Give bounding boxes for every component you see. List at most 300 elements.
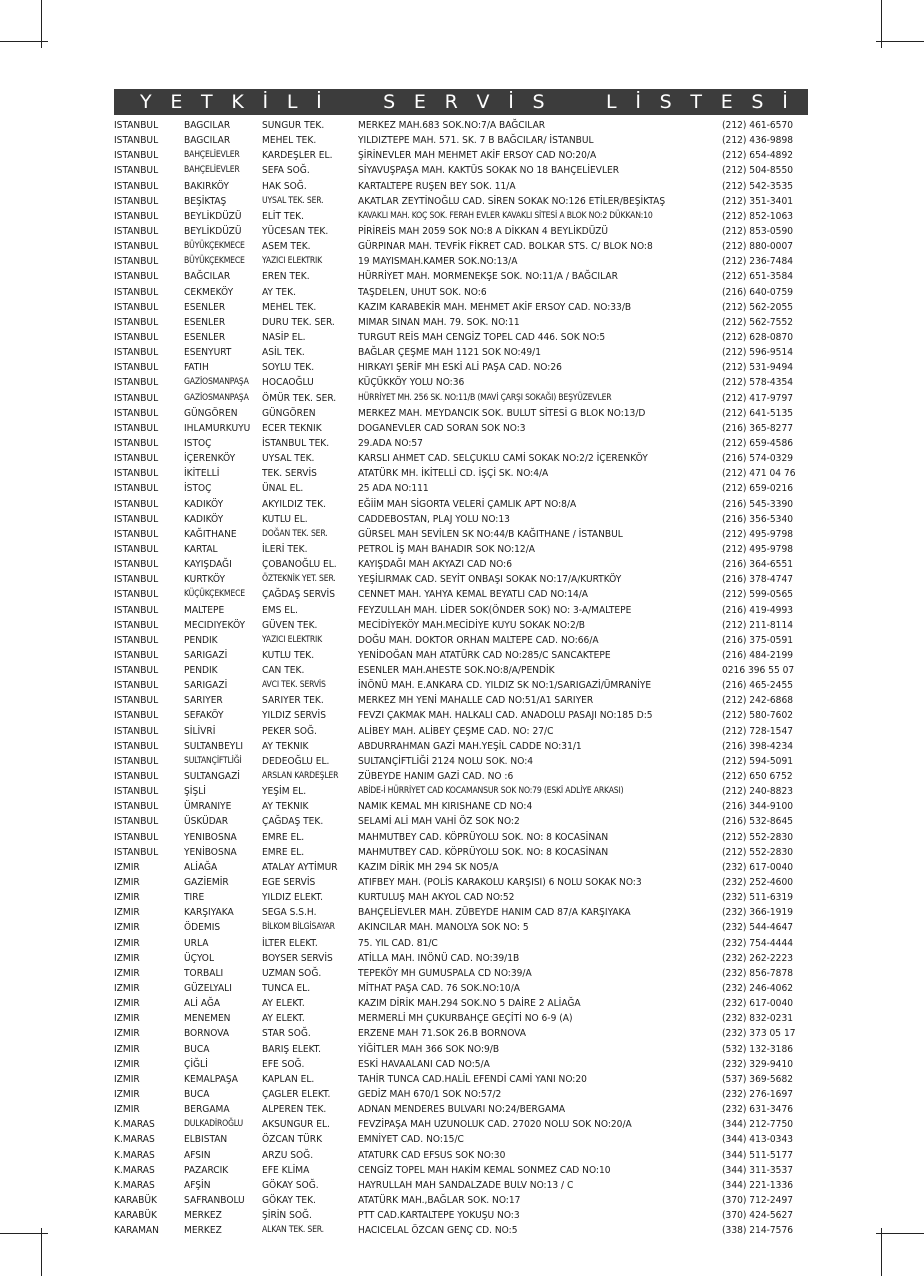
cell-district: MERKEZ (184, 1225, 222, 1237)
table-row (114, 678, 808, 693)
crop-mark (881, 1228, 882, 1276)
cell-address: HAYRULLAH MAH SANDALZADE BULV NO:13 / C (358, 1179, 574, 1191)
cell-city: ISTANBUL (114, 574, 159, 586)
cell-district: ÜÇYOL (184, 952, 215, 964)
cell-service-name: SOYLU TEK. (262, 362, 315, 374)
service-list-sheet (114, 89, 808, 1238)
cell-service-name: ÖMÜR TEK. SER. (262, 392, 337, 404)
cell-district: AFSIN (184, 1149, 211, 1161)
crop-mark (876, 1233, 924, 1234)
title-letter: İ (508, 91, 514, 113)
cell-address: TAHİR TUNCA CAD.HALİL EFENDİ CAMİ YANI NO:20 (358, 1073, 587, 1085)
cell-service-name: AY TEK. (262, 286, 296, 298)
cell-city: ISTANBUL (114, 816, 159, 828)
cell-address: ATIFBEY MAH. (POLİS KARAKOLU KARŞISI) 6 NOLU SOKAK NO:3 (358, 877, 642, 889)
cell-address: MİTHAT PAŞA CAD. 76 SOK.NO:10/A (358, 983, 520, 995)
table-row (114, 693, 808, 708)
table-row (114, 451, 808, 466)
table-row (114, 905, 808, 920)
cell-district: ESENYURT (184, 347, 232, 359)
cell-phone: (216) 574-0329 (722, 453, 794, 465)
cell-district: KARTAL (184, 543, 218, 555)
cell-address: ALİBEY MAH. ALİBEY ÇEŞME CAD. NO: 27/C (358, 725, 554, 737)
cell-district: BAGCILAR (184, 135, 231, 147)
cell-service-name: AY TEKNIK (262, 801, 309, 813)
cell-phone: (212) 242-6868 (722, 695, 794, 707)
cell-address: NAMIK KEMAL MH KIRISHANE CD NO:4 (358, 801, 533, 813)
cell-service-name: HOCAOĞLU (262, 377, 314, 389)
cell-city: K.MARAS (114, 1119, 155, 1131)
title-letter: L (606, 91, 617, 113)
table-row (114, 739, 808, 754)
cell-city: ISTANBUL (114, 634, 159, 646)
cell-address: GÜRPINAR MAH. TEVFİK FİKRET CAD. BOLKAR STS. C/ BLOK NO:8 (358, 241, 653, 253)
cell-service-name: ATALAY AYTİMUR (262, 861, 338, 873)
cell-address: TAŞDELEN, UHUT SOK. NO:6 (358, 286, 487, 298)
cell-phone: (212) 461-6570 (722, 120, 794, 131)
cell-address: ATİLLA MAH. INÖNÜ CAD. NO:39/1B (358, 952, 520, 964)
cell-service-name: BARIŞ ELEKT. (262, 1043, 322, 1055)
cell-district: ISTOÇ (184, 437, 212, 449)
title-letter: İ (635, 91, 641, 113)
cell-city: ISTANBUL (114, 755, 159, 767)
table-row (114, 1072, 808, 1087)
cell-district: YENİBOSNA (184, 846, 237, 858)
title-letter: S (532, 91, 545, 113)
cell-city: KARABÜK (114, 1210, 157, 1222)
cell-city: ISTANBUL (114, 831, 159, 843)
cell-city: ISTANBUL (114, 120, 159, 131)
cell-service-name: YAZICI ELEKTRIK (262, 256, 322, 267)
cell-phone: (212) 504-8550 (722, 165, 794, 177)
cell-service-name: AY ELEKT. (262, 998, 305, 1010)
table-row (114, 315, 808, 330)
cell-city: ISTANBUL (114, 271, 159, 283)
cell-phone: (232) 754-4444 (722, 937, 794, 949)
table-row (114, 300, 808, 315)
cell-phone: (212) 641-5135 (722, 407, 794, 419)
cell-city: ISTANBUL (114, 619, 159, 631)
table-row (114, 1163, 808, 1178)
cell-city: ISTANBUL (114, 210, 159, 222)
cell-phone: (232) 832-0231 (722, 1013, 794, 1025)
cell-city: ISTANBUL (114, 543, 159, 555)
cell-service-name: ÇAGLER ELEKT. (262, 1089, 331, 1100)
cell-district: BÜYÜKÇEKMECE (184, 241, 245, 252)
cell-city: ISTANBUL (114, 680, 159, 692)
cell-service-name: YILDIZ ELEKT. (262, 892, 323, 904)
table-row (114, 875, 808, 890)
title-letter: V (476, 91, 490, 113)
table-row (114, 557, 808, 572)
cell-phone: (216) 344-9100 (722, 801, 794, 813)
cell-address: AKATLAR ZEYTİNOĞLU CAD. SİREN SOKAK NO:126 ETİLER/BEŞİKTAŞ (358, 195, 666, 207)
cell-address: FEYZULLAH MAH. LİDER SOK(ÖNDER SOK) NO: 3-A/MALTEPE (358, 604, 632, 616)
cell-address: GÜRSEL MAH SEVİLEN SK NO:44/B KAĞITHANE / İSTANBUL (358, 528, 623, 540)
table-row (114, 951, 808, 966)
cell-district: MERKEZ (184, 1210, 222, 1222)
cell-city: K.MARAS (114, 1134, 155, 1146)
cell-phone: (232) 329-9410 (722, 1058, 794, 1070)
cell-service-name: YEŞİM EL. (262, 786, 307, 798)
cell-district: ÜMRANIYE (184, 801, 232, 813)
cell-address: MECİDİYEKÖY MAH.MECİDİYE KUYU SOKAK NO:2/B (358, 619, 586, 631)
cell-city: ISTANBUL (114, 771, 159, 783)
table-row (114, 1011, 808, 1026)
title-letter: S (751, 91, 764, 113)
cell-city: IZMIR (114, 937, 140, 949)
table-row (114, 375, 808, 390)
table-row (114, 481, 808, 496)
cell-address: 19 MAYISMAH.KAMER SOK.NO:13/A (358, 256, 518, 268)
cell-city: ISTANBUL (114, 513, 159, 525)
cell-service-name: UYSAL TEK. SER. (262, 195, 324, 206)
cell-service-name: UYSAL TEK. (262, 453, 315, 465)
cell-phone: (232) 373 05 17 (722, 1028, 796, 1040)
cell-service-name: BOYSER SERVİS (262, 952, 333, 964)
cell-city: ISTANBUL (114, 528, 159, 540)
cell-city: IZMIR (114, 1028, 140, 1040)
cell-service-name: KAPLAN EL. (262, 1073, 315, 1085)
cell-city: K.MARAS (114, 1179, 155, 1191)
cell-service-name: ÇAĞDAŞ TEK. (262, 816, 324, 828)
cell-phone: (212) 880-0007 (722, 241, 794, 253)
cell-service-name: GÜVEN TEK. (262, 619, 318, 631)
table-row (114, 966, 808, 981)
cell-district: MENEMEN (184, 1013, 231, 1025)
cell-phone: (232) 252-4600 (722, 877, 794, 889)
cell-city: ISTANBUL (114, 286, 159, 298)
cell-phone: (232) 617-0040 (722, 861, 794, 873)
cell-phone: (212) 628-0870 (722, 331, 794, 343)
cell-address: ATATURK CAD EFSUS SOK NO:30 (358, 1149, 506, 1161)
cell-city: ISTANBUL (114, 256, 159, 268)
cell-district: BAGCILAR (184, 120, 231, 131)
cell-service-name: EGE SERVİS (262, 877, 316, 889)
cell-district: KURTKÖY (184, 574, 225, 586)
cell-city: ISTANBUL (114, 725, 159, 737)
cell-district: KAĞITHANE (184, 528, 237, 540)
cell-city: ISTANBUL (114, 377, 159, 389)
cell-city: ISTANBUL (114, 589, 159, 601)
cell-phone: (212) 578-4354 (722, 377, 794, 389)
table-row (114, 890, 808, 905)
table-row (114, 633, 808, 648)
table-row (114, 1208, 808, 1223)
cell-city: ISTANBUL (114, 195, 159, 207)
cell-city: IZMIR (114, 1058, 140, 1070)
cell-city: ISTANBUL (114, 437, 159, 449)
cell-service-name: AY TEKNIK (262, 740, 309, 752)
cell-district: ÇİĞLİ (184, 1058, 208, 1070)
cell-city: ISTANBUL (114, 422, 159, 434)
table-row (114, 1087, 808, 1102)
cell-district: BUCA (184, 1089, 210, 1100)
table-row (114, 330, 808, 345)
cell-service-name: AKYILDIZ TEK. (262, 498, 326, 510)
table-row (114, 1102, 808, 1117)
cell-district: ELBISTAN (184, 1134, 228, 1146)
cell-address: MERMERLİ MH ÇUKURBAHÇE GEÇİTİ NO 6-9 (A) (358, 1013, 573, 1025)
cell-service-name: EMS EL. (262, 604, 298, 616)
table-row (114, 648, 808, 663)
cell-city: ISTANBUL (114, 362, 159, 374)
cell-service-name: EMRE EL. (262, 846, 305, 858)
table-row (114, 406, 808, 421)
cell-phone: (212) 659-4586 (722, 437, 794, 449)
cell-service-name: STAR SOĞ. (262, 1028, 311, 1040)
cell-address: KAZIM DİRİK MAH.294 SOK.NO 5 DAİRE 2 ALİAĞA (358, 998, 581, 1010)
cell-district: SULTANGAZİ (184, 771, 240, 783)
table-row (114, 1026, 808, 1041)
cell-phone: (232) 276-1697 (722, 1089, 794, 1100)
cell-service-name: ALPEREN TEK. (262, 1104, 327, 1116)
table-row (114, 209, 808, 224)
cell-phone: (212) 552-2830 (722, 846, 794, 858)
cell-city: IZMIR (114, 1089, 140, 1100)
table-row (114, 936, 808, 951)
cell-service-name: BİLKOM BİLGİSAYAR (262, 922, 335, 933)
cell-phone: (212) 562-7552 (722, 316, 794, 328)
cell-service-name: ARSLAN KARDEŞLER (262, 771, 339, 782)
cell-city: IZMIR (114, 967, 140, 979)
cell-service-name: ÇOBANOĞLU EL. (262, 559, 337, 571)
table-row (114, 1148, 808, 1163)
cell-address: SELAMİ ALİ MAH VAHİ ÖZ SOK NO:2 (358, 816, 520, 828)
table-row (114, 603, 808, 618)
table-row (114, 148, 808, 163)
cell-district: BÜYÜKÇEKMECE (184, 256, 245, 267)
cell-district: BUCA (184, 1043, 210, 1055)
cell-district: KEMALPAŞA (184, 1073, 238, 1085)
cell-district: BERGAMA (184, 1104, 230, 1116)
cell-address: BAHÇELİEVLER MAH. ZÜBEYDE HANIM CAD 87/A KARŞIYAKA (358, 907, 631, 919)
cell-phone: (537) 369-5682 (722, 1073, 794, 1085)
cell-service-name: ÖZTEKNİK YET. SER. (262, 574, 336, 585)
table-row (114, 360, 808, 375)
cell-phone: (232) 617-0040 (722, 998, 794, 1010)
cell-phone: (212) 728-1547 (722, 725, 794, 737)
cell-address: KAYIŞDAĞI MAH AKYAZI CAD NO:6 (358, 559, 512, 571)
cell-city: ISTANBUL (114, 301, 159, 313)
table-row (114, 996, 808, 1011)
cell-district: GAZİEMİR (184, 877, 229, 889)
cell-address: KÜÇÜKKÖY YOLU NO:36 (358, 377, 465, 389)
table-row (114, 1057, 808, 1072)
cell-phone: (338) 214-7576 (722, 1225, 794, 1237)
cell-address: ADNAN MENDERES BULVARI NO:24/BERGAMA (358, 1104, 566, 1116)
table-row (114, 466, 808, 481)
cell-district: SARIGAZİ (184, 649, 228, 661)
cell-phone: (212) 594-5091 (722, 755, 794, 767)
table-row (114, 724, 808, 739)
cell-city: ISTANBUL (114, 392, 159, 404)
cell-city: ISTANBUL (114, 604, 159, 616)
cell-address: BAĞLAR ÇEŞME MAH 1121 SOK NO:49/1 (358, 347, 542, 359)
cell-city: ISTANBUL (114, 483, 159, 495)
table-row (114, 285, 808, 300)
cell-city: ISTANBUL (114, 331, 159, 343)
cell-address: KAZIM DİRİK MH 294 SK NO5/A (358, 861, 499, 873)
cell-phone: (216) 365-8277 (722, 422, 794, 434)
cell-district: SARIYER (184, 695, 223, 707)
cell-address: ZÜBEYDE HANIM GAZİ CAD. NO :6 (358, 771, 514, 783)
table-row (114, 436, 808, 451)
cell-service-name: DOĞAN TEK. SER. (262, 528, 328, 539)
cell-district: ESENLER (184, 301, 226, 313)
cell-service-name: SEGA S.S.H. (262, 907, 317, 919)
cell-phone: (370) 712-2497 (722, 1194, 794, 1206)
cell-address: AKINCILAR MAH. MANOLYA SOK NO: 5 (358, 922, 529, 934)
cell-service-name: EFE SOĞ. (262, 1058, 305, 1070)
cell-address: MAHMUTBEY CAD. KÖPRÜYOLU SOK. NO: 8 KOCASİNAN (358, 846, 609, 858)
cell-city: ISTANBUL (114, 453, 159, 465)
cell-city: IZMIR (114, 1043, 140, 1055)
cell-phone: (212) 542-3535 (722, 180, 794, 192)
cell-district: GÜNGÖREN (184, 407, 238, 419)
cell-phone: (212) 351-3401 (722, 195, 794, 207)
table-row (114, 239, 808, 254)
cell-service-name: EFE KLİMA (262, 1164, 310, 1176)
title-letter: E (170, 91, 183, 113)
cell-address: 29.ADA NO:57 (358, 437, 423, 449)
cell-phone: 0216 396 55 07 (722, 665, 795, 677)
cell-phone: (212) 436-9898 (722, 135, 794, 147)
cell-district: FATIH (184, 362, 209, 374)
table-row (114, 572, 808, 587)
cell-city: ISTANBUL (114, 649, 159, 661)
cell-city: IZMIR (114, 1073, 140, 1085)
cell-phone: (232) 246-4062 (722, 983, 794, 995)
crop-mark (0, 41, 48, 42)
table-row (114, 194, 808, 209)
cell-city: ISTANBUL (114, 665, 159, 677)
cell-address: HÜRRİYET MAH. MORMENEKŞE SOK. NO:11/A / BAĞCILAR (358, 271, 618, 283)
table-row (114, 421, 808, 436)
cell-district: AFŞİN (184, 1179, 211, 1191)
cell-service-name: ASİL TEK. (262, 347, 305, 359)
table-row (114, 618, 808, 633)
cell-city: ISTANBUL (114, 846, 159, 858)
cell-address: HACICELAL ÖZCAN GENÇ CD. NO:5 (358, 1225, 518, 1237)
table-row (114, 118, 808, 133)
cell-city: ISTANBUL (114, 801, 159, 813)
title-letter: R (444, 91, 458, 113)
cell-address: MIMAR SINAN MAH. 79. SOK. NO:11 (358, 316, 520, 328)
cell-district: İKİTELLİ (184, 468, 220, 480)
cell-service-name: SARIYER TEK. (262, 695, 324, 707)
cell-address: İNÖNÜ MAH. E.ANKARA CD. YILDIZ SK NO:1/SARIGAZİ/ÜMRANİYE (358, 680, 652, 692)
cell-phone: (344) 311-3537 (722, 1164, 794, 1176)
cell-address: KAZIM KARABEKİR MAH. MEHMET AKİF ERSOY CAD. NO:33/B (358, 301, 632, 313)
cell-city: KARABÜK (114, 1194, 157, 1206)
cell-phone: (212) 531-9494 (722, 362, 794, 374)
cell-city: IZMIR (114, 1013, 140, 1025)
cell-phone: (212) 240-8823 (722, 786, 794, 798)
cell-phone: (212) 650 6752 (722, 771, 793, 783)
cell-service-name: YILDIZ SERVİS (262, 710, 326, 722)
cell-phone: (216) 419-4993 (722, 604, 794, 616)
cell-district: BAĞCILAR (184, 271, 231, 283)
cell-address: MAHMUTBEY CAD. KÖPRÜYOLU SOK. NO: 8 KOCASİNAN (358, 831, 609, 843)
cell-address: ATATÜRK MH. İKİTELLİ CD. İŞÇİ SK. NO:4/A (358, 468, 549, 480)
title-letter: E (413, 91, 426, 113)
cell-address: CADDEBOSTAN, PLAJ YOLU NO:13 (358, 513, 510, 525)
table-row (114, 860, 808, 875)
cell-phone: (212) 596-9514 (722, 347, 794, 359)
cell-district: KADIKÖY (184, 498, 224, 510)
table-row (114, 845, 808, 860)
cell-city: IZMIR (114, 998, 140, 1010)
cell-city: IZMIR (114, 877, 140, 889)
cell-service-name: ÖZCAN TÜRK (262, 1134, 323, 1146)
cell-phone: (212) 651-3584 (722, 271, 794, 283)
cell-service-name: GÜNGÖREN (262, 407, 316, 419)
cell-address: 75. YIL CAD. 81/C (358, 937, 438, 949)
cell-address: ESENLER MAH.AHESTE SOK.NO:8/A/PENDİK (358, 665, 555, 677)
cell-city: ISTANBUL (114, 180, 159, 192)
crop-mark (0, 1233, 48, 1234)
cell-city: ISTANBUL (114, 347, 159, 359)
cell-address: PİRİREİS MAH 2059 SOK NO:8 A DİKKAN 4 BEYLİKDÜZÜ (358, 225, 609, 237)
table-row (114, 784, 808, 799)
table-row (114, 1178, 808, 1193)
cell-service-name: YAZICI ELEKTRIK (262, 634, 322, 645)
cell-district: ALİ AĞA (184, 998, 221, 1010)
table-row (114, 497, 808, 512)
cell-city: ISTANBUL (114, 740, 159, 752)
cell-phone: (212) 417-9797 (722, 392, 794, 404)
cell-district: ÖDEMIS (184, 922, 221, 934)
cell-service-name: ALKAN TEK. SER. (262, 1225, 324, 1236)
cell-address: CENNET MAH. YAHYA KEMAL BEYATLI CAD NO:14/A (358, 589, 589, 601)
cell-district: İÇERENKÖY (184, 453, 236, 465)
table-row (114, 981, 808, 996)
cell-district: IHLAMURKUYU (184, 422, 251, 434)
cell-city: ISTANBUL (114, 498, 159, 510)
cell-address: PETROL İŞ MAH BAHADIR SOK NO:12/A (358, 543, 535, 555)
cell-city: ISTANBUL (114, 710, 159, 722)
cell-district: KARŞIYAKA (184, 907, 234, 919)
title-letter: S (383, 91, 396, 113)
cell-district: ALİAĞA (184, 861, 218, 873)
cell-city: IZMIR (114, 907, 140, 919)
cell-district: GAZİOSMANPAŞA (184, 377, 249, 388)
cell-address: YENİDOĞAN MAH ATATÜRK CAD NO:285/C SANCAKTEPE (358, 649, 611, 661)
cell-address: YİĞİTLER MAH 366 SOK NO:9/B (358, 1043, 500, 1055)
cell-service-name: ASEM TEK. (262, 241, 311, 253)
cell-city: ISTANBUL (114, 135, 159, 147)
cell-district: TIRE (184, 892, 205, 904)
cell-district: YENIBOSNA (184, 831, 237, 843)
cell-city: ISTANBUL (114, 165, 159, 177)
cell-service-name: HAK SOĞ. (262, 180, 307, 192)
cell-phone: (212) 659-0216 (722, 483, 794, 495)
cell-address: ATATÜRK MAH.,BAĞLAR SOK. NO:17 (358, 1194, 521, 1206)
cell-phone: (212) 853-0590 (722, 225, 794, 237)
cell-address: EMNİYET CAD. NO:15/C (358, 1134, 464, 1146)
cell-phone: (212) 580-7602 (722, 710, 794, 722)
cell-phone: (344) 511-5177 (722, 1149, 794, 1161)
cell-address: SİYAVUŞPAŞA MAH. KAKTÜS SOKAK NO 18 BAHÇELİEVLER (358, 165, 620, 177)
table-row (114, 830, 808, 845)
cell-city: IZMIR (114, 952, 140, 964)
cell-address: 25 ADA NO:111 (358, 483, 429, 495)
cell-phone: (212) 552-2830 (722, 831, 794, 843)
cell-city: ISTANBUL (114, 559, 159, 571)
title-letter: T (690, 91, 702, 113)
cell-service-name: AKSUNGUR EL. (262, 1119, 330, 1131)
